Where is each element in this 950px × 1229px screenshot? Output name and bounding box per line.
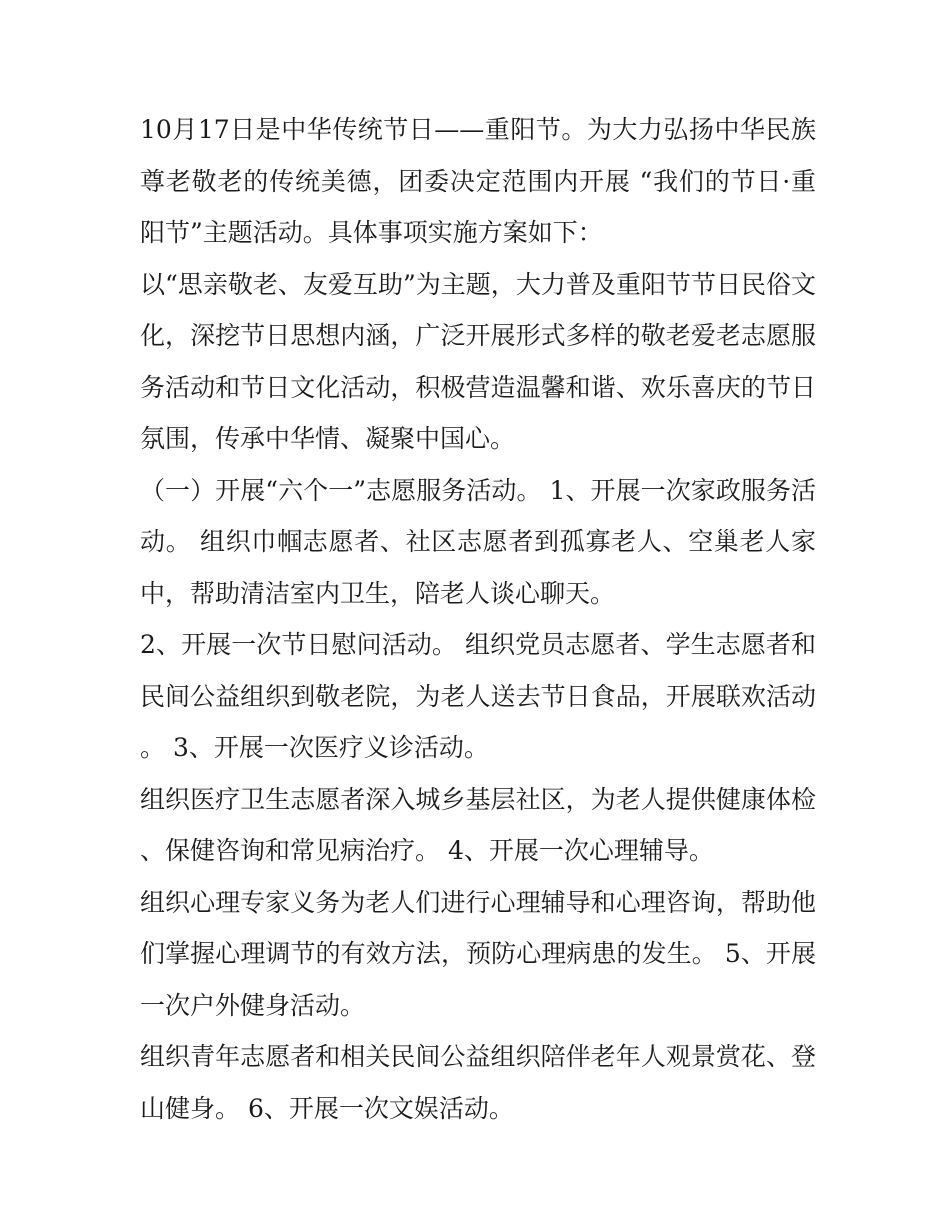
- paragraph-activity-3-4: 组织医疗卫生志愿者深入城乡基层社区，为老人提供健康体检、保健咨询和常见病治疗。 4、开展一次心理辅导。: [140, 784, 816, 865]
- document-body: [140, 104, 816, 1134]
- paragraph-activity-4-5: 组织心理专家义务为老人们进行心理辅导和心理咨询，帮助他们掌握心理调节的有效方法，预防心理病患的发生。 5、开展一次户外健身活动。: [140, 887, 816, 1020]
- paragraph-activity-5-6: 组织青年志愿者和相关民间公益组织陪伴老年人观景赏花、登山健身。 6、开展一次文娱活动。: [140, 1042, 816, 1123]
- paragraph-activity-1: （一）开展“六个一”志愿服务活动。 1、开展一次家政服务活动。 组织巾帼志愿者、社区志愿者到孤寡老人、空巢老人家中，帮助清洁室内卫生，陪老人谈心聊天。: [140, 475, 816, 608]
- paragraph-intro: 10月17日是中华传统节日——重阳节。为大力弘扬中华民族尊老敬老的传统美德，团委决定范围内开展 “我们的节日·重阳节”主题活动。具体事项实施方案如下：: [140, 115, 816, 247]
- paragraph-theme: 以“思亲敬老、友爱互助”为主题，大力普及重阳节节日民俗文化，深挖节日思想内涵，广泛开展形式多样的敬老爱老志愿服务活动和节日文化活动，积极营造温馨和谐、欢乐喜庆的节日氛围，传承中华情、凝聚中国心。: [140, 269, 816, 453]
- paragraph-activity-2-3: 2、开展一次节日慰问活动。 组织党员志愿者、学生志愿者和民间公益组织到敬老院，为老人送去节日食品，开展联欢活动。 3、开展一次医疗义诊活动。: [140, 630, 816, 762]
